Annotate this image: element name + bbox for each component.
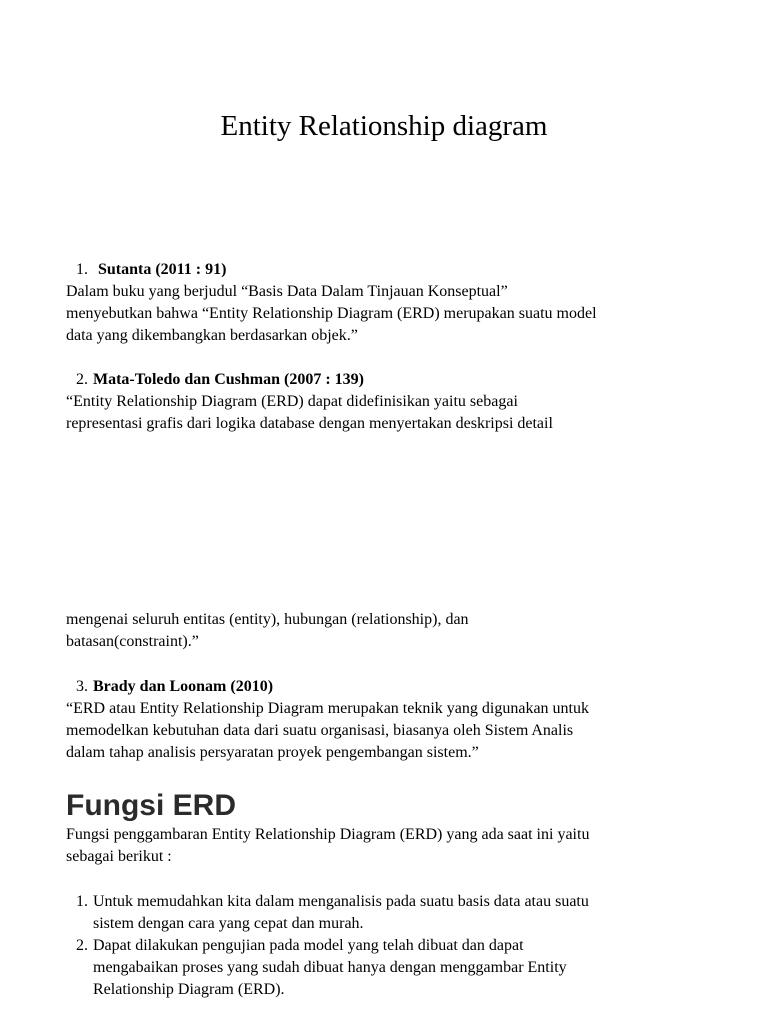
body-line: representasi grafis dari logika database dengan menyertakan deskripsi detail: [66, 415, 553, 432]
definition-heading-1: [76, 259, 226, 281]
body-line: “Entity Relationship Diagram (ERD) dapat didefinisikan yaitu sebagai: [66, 393, 518, 410]
definition-body-2: [66, 391, 716, 435]
body-line: memodelkan kebutuhan data dari suatu organisasi, biasanya oleh Sistem Analis: [66, 722, 574, 739]
list-item-line: mengabaikan proses yang sudah dibuat hanya dengan menggambar Entity: [93, 959, 567, 976]
body-line: batasan(constraint).”: [66, 633, 199, 650]
body-line: Dalam buku yang berjudul “Basis Data Dalam Tinjauan Konseptual”: [66, 283, 508, 300]
body-line: “ERD atau Entity Relationship Diagram merupakan teknik yang digunakan untuk: [66, 700, 589, 717]
body-line: dalam tahap analisis persyaratan proyek pengembangan sistem.”: [66, 744, 479, 761]
definition-heading-2: [76, 369, 364, 391]
list-item-line: sistem dengan cara yang cepat dan murah.: [93, 915, 364, 932]
list-item-line: Untuk memudahkan kita dalam menganalisis pada suatu basis data atau suatu: [93, 893, 589, 910]
list-item: [66, 891, 726, 935]
body-line: menyebutkan bahwa “Entity Relationship Diagram (ERD) merupakan suatu model: [66, 305, 597, 322]
list-number: 1.: [76, 261, 88, 278]
list-item-line: Relationship Diagram (ERD).: [93, 981, 285, 998]
fungsi-intro: [66, 824, 716, 868]
body-line: data yang dikembangkan berdasarkan objek.”: [66, 327, 358, 344]
list-item-line: Dapat dilakukan pengujian pada model yang telah dibuat dan dapat: [93, 937, 524, 954]
list-number: 2.: [76, 371, 88, 388]
section-heading-fungsi: Fungsi ERD: [66, 789, 236, 822]
body-line: mengenai seluruh entitas (entity), hubungan (relationship), dan: [66, 611, 469, 628]
list-item: [66, 935, 726, 1001]
definition-heading-3: [76, 676, 273, 698]
definition-author: Sutanta (2011 : 91): [98, 261, 227, 278]
page-title: Entity Relationship diagram: [220, 110, 548, 142]
list-number: 2.: [76, 937, 88, 954]
list-number: 3.: [76, 678, 88, 695]
definition-body-3: [66, 698, 716, 764]
body-line: sebagai berikut :: [66, 848, 172, 865]
fungsi-list: [66, 891, 726, 1001]
list-number: 1.: [76, 893, 88, 910]
definition-body-1: [66, 281, 716, 347]
definition-author: Mata-Toledo dan Cushman (2007 : 139): [93, 371, 364, 388]
definition-author: Brady dan Loonam (2010): [93, 678, 274, 695]
definition-body-2-continued: [66, 609, 716, 653]
body-line: Fungsi penggambaran Entity Relationship Diagram (ERD) yang ada saat ini yaitu: [66, 826, 590, 843]
